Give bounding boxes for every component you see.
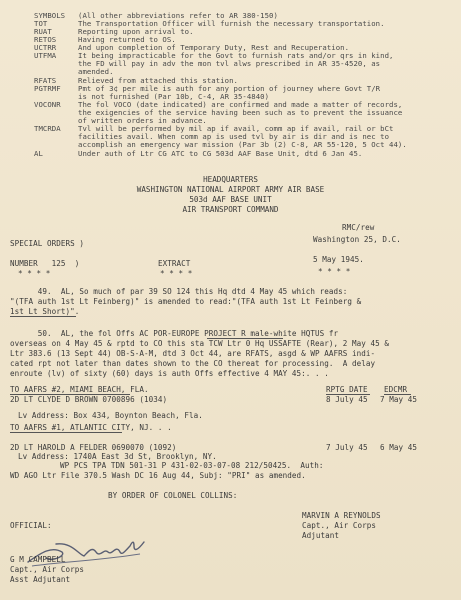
abbr-text: amended. xyxy=(78,67,114,76)
column-report-date: RPTG DATE xyxy=(326,385,368,394)
abbr-text: The Transportation Officer will furnish the necessary transportation. xyxy=(78,19,385,28)
header-unit: 503d AAF BASE UNIT xyxy=(189,195,272,204)
date-stars: * * * * xyxy=(318,267,351,276)
abbr-code: AL xyxy=(34,149,43,158)
abbr-code: UCTRR xyxy=(34,43,57,52)
official-signer-name: G M CAMPBELL xyxy=(10,555,66,564)
abbr-code: SYMBOLS xyxy=(34,11,66,20)
abbr-text: And upon completion of Temporary Duty, Rest and Recuperation. xyxy=(78,43,350,52)
official-signer-rank: Capt., Air Corps xyxy=(10,565,84,574)
signer-title: Adjutant xyxy=(302,531,339,540)
paragraph-line: overseas on 4 May 45 & rptd to CO this sta TCW Ltr 0 Hq USSAFTE (Rear), 2 May 45 & xyxy=(10,339,389,348)
official-label: OFFICIAL: xyxy=(10,521,52,530)
abbr-code: UTFMA xyxy=(34,51,57,60)
paragraph-line: Ltr 383.6 (13 Sept 44) OB-S-A-M, dtd 3 Oct 44, are RFATS, asgd & WP AAFRS indi- xyxy=(10,349,376,358)
column-edcmr: EDCMR xyxy=(384,385,408,394)
reference-initials: RMC/rew xyxy=(342,223,375,232)
abbr-text: Tvl will be performed by mil ap if avail, comm ap if avail, rail or bCt xyxy=(78,124,394,133)
paragraph-line: 49. AL, So much of par 39 SO 124 this Hq dtd 4 May 45 which reads: xyxy=(10,287,348,296)
special-orders-label: SPECIAL ORDERS ) xyxy=(10,239,84,248)
abbr-text: Relieved from attached this station. xyxy=(78,76,238,85)
abbr-text: Under auth of Ltr CG ATC to CG 503d AAF Base Unit, dtd 6 Jan 45. xyxy=(78,149,363,158)
paragraph-line: "(TFA auth 1st Lt Feinberg)" is amended to read:"(TFA auth 1st Lt Feinberg & xyxy=(10,297,362,306)
paragraph-line: cated rpt not later than dates shown to the CO thereat for processing. A delay xyxy=(10,359,376,368)
abbr-text: Reporting upon arrival to. xyxy=(78,27,194,36)
destination-1: TO AAFRS #2, MIAMI BEACH, FLA. xyxy=(10,385,149,394)
header-headquarters: HEADQUARTERS xyxy=(203,175,258,184)
signer-name: MARVIN A REYNOLDS xyxy=(302,511,381,520)
abbr-text: Having returned to OS. xyxy=(78,35,176,44)
abbr-text: (All other abbreviations refer to AR 380-150) xyxy=(78,11,278,20)
abbr-code: RETOS xyxy=(34,35,57,44)
abbr-text: facilities avail. When comm ap is used tvl by air is dir and is nec to xyxy=(78,132,390,141)
abbr-code: RUAT xyxy=(34,27,52,36)
officer-1-edcmr: 7 May 45 xyxy=(380,395,417,404)
officer-2-edcmr: 6 May 45 xyxy=(380,443,417,452)
header-command: AIR TRANSPORT COMMAND xyxy=(182,205,279,214)
extract-label: EXTRACT xyxy=(158,259,191,268)
abbr-code: TOT xyxy=(34,19,48,28)
paragraph-line: 1st Lt Short)". xyxy=(10,307,80,316)
abbr-text: the exigencies of the service having been such as to prevent the issuance xyxy=(78,108,403,117)
paragraph-line: enroute (lv) of sixty (60) days is auth Offs effective 4 MAY 45:. . . xyxy=(10,369,329,378)
officer-2-wp: WP PCS TPA TDN 501-31 P 431-02-03-07-08 212/50425. Auth: xyxy=(60,461,324,470)
underline xyxy=(10,316,76,317)
order-date: 5 May 1945. xyxy=(313,255,364,264)
officer-2-report-date: 7 July 45 xyxy=(326,443,368,452)
destination-2: TO AAFRS #1, ATLANTIC CITY, NJ. . . xyxy=(10,423,172,432)
officer-1-report-date: 8 July 45 xyxy=(326,395,368,404)
officer-2-auth: WD AGO Ltr File 370.5 Wash DC 16 Aug 44, Subj: "PRI" as amended. xyxy=(10,471,306,480)
officer-2-name: 2D LT HAROLD A FELDER 0690070 (1092) xyxy=(10,443,177,452)
extract-stars: * * * * xyxy=(160,269,193,278)
abbr-code: PGTRMF xyxy=(34,84,61,93)
abbr-text: It being impracticable for the Govt to furnish rats and/or qrs in kind, xyxy=(78,51,394,60)
by-order-line: BY ORDER OF COLONEL COLLINS: xyxy=(108,491,238,500)
underline xyxy=(10,432,122,433)
abbr-text: accomplish an emergency war mission (Par 3b (2) C-8, AR 55-120, 5 Oct 44). xyxy=(78,140,407,149)
abbr-text: the FD will pay in adv the mon tvl alws prescribed in AR 35-4520, as xyxy=(78,59,381,68)
officer-1-name: 2D LT CLYDE D BROWN 0700896 (1034) xyxy=(10,395,168,404)
abbr-text: is not furnished (Par 10b, C-4, AR 35-4840) xyxy=(78,92,270,101)
abbr-text: The fol VOCO (date indicated) are confirmed and made a matter of records, xyxy=(78,100,403,109)
abbr-text: Pmt of 3¢ per mile is auth for any portion of journey where Govt T/R xyxy=(78,84,381,93)
officer-1-address: Lv Address: Box 434, Boynton Beach, Fla. xyxy=(18,411,203,420)
officer-2-address: Lv Address: 1740A East 3d St, Brooklyn, NY. xyxy=(18,452,217,461)
location: Washington 25, D.C. xyxy=(313,235,401,244)
number-stars: * * * * xyxy=(18,269,51,278)
abbr-text: of written orders in advance. xyxy=(78,116,207,125)
signer-rank: Capt., Air Corps xyxy=(302,521,376,530)
header-base-name: WASHINGTON NATIONAL AIRPORT ARMY AIR BASE xyxy=(136,185,325,194)
abbr-code: RFATS xyxy=(34,76,57,85)
abbr-code: TMCRDA xyxy=(34,124,61,133)
abbr-code: VOCONR xyxy=(34,100,61,109)
official-signer-title: Asst Adjutant xyxy=(10,575,71,584)
paragraph-line: 50. AL, the fol Offs AC POR-EUROPE PROJECT R male-white HQTUS fr xyxy=(10,329,339,338)
order-number: NUMBER 125 ) xyxy=(10,259,80,268)
